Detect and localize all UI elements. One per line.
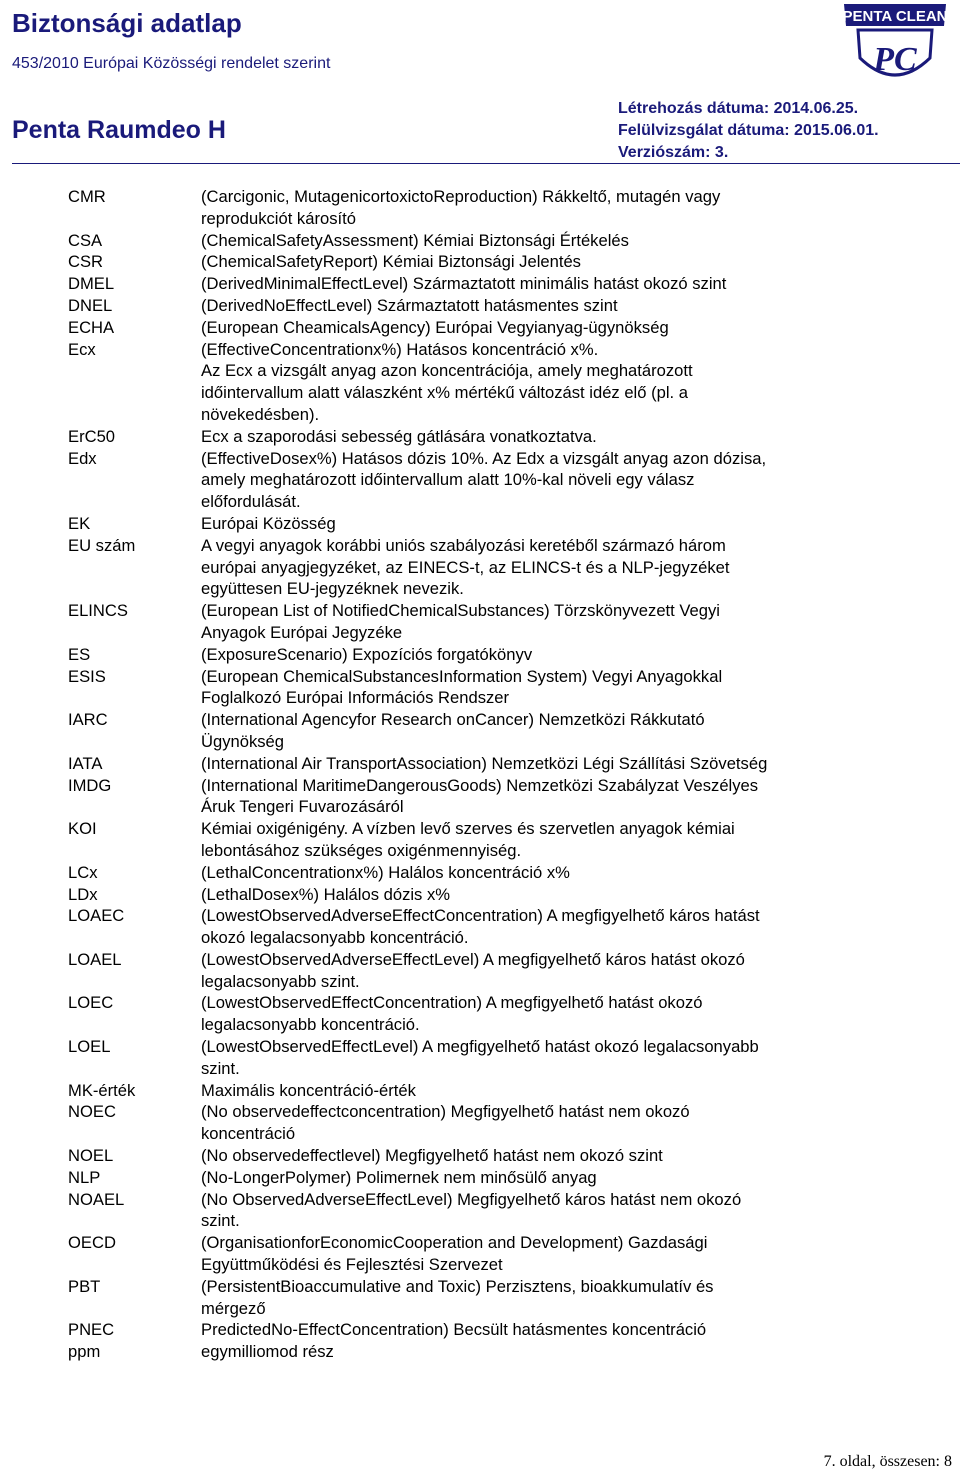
definition-line: európai anyagjegyzéket, az EINECS-t, az ELINCS-t és a NLP-jegyzéket (201, 557, 730, 577)
abbreviation-term: PBT (68, 1276, 101, 1296)
abbreviation-definition (201, 709, 948, 753)
abbreviation-term: OECD (68, 1233, 116, 1253)
abbreviation-definition (201, 339, 948, 426)
definition-line: Áruk Tengeri Fuvarozásáról (201, 797, 404, 817)
abbreviation-row (68, 1167, 948, 1189)
abbreviation-definition (201, 513, 948, 535)
abbreviation-definition (201, 949, 948, 993)
abbreviation-term: IATA (68, 753, 103, 773)
definition-line: előfordulását. (201, 492, 301, 512)
abbreviation-definition (201, 1276, 948, 1320)
definition-line: (LowestObservedAdverseEffectConcentration) A megfigyelhető káros hatást (201, 906, 760, 926)
definition-line: egymilliomod rész (201, 1342, 334, 1362)
definition-line: PredictedNo-EffectConcentration) Becsült hatásmentes koncentráció (201, 1320, 707, 1340)
abbreviation-term: CSR (68, 252, 104, 272)
definition-line: (LowestObservedEffectConcentration) A megfigyelhető hatást okozó (201, 993, 703, 1013)
definition-line: mérgező (201, 1298, 266, 1318)
abbreviation-term: NOEC (68, 1102, 116, 1122)
abbreviation-definition (201, 251, 948, 273)
header-divider (12, 163, 960, 164)
definition-line: (International MaritimeDangerousGoods) Nemzetközi Szabályzat Veszélyes (201, 775, 759, 795)
abbreviation-row (68, 666, 948, 710)
abbreviation-term: LOEC (68, 993, 114, 1013)
definition-line: amely meghatározott időintervallum alatt 10%-kal növeli egy válasz (201, 470, 695, 490)
definition-line: (LethalDosex%) Halálos dózis x% (201, 884, 451, 904)
abbreviation-term: ESIS (68, 666, 106, 686)
abbreviation-row (68, 775, 948, 819)
abbreviation-term: EK (68, 513, 91, 533)
logo-wordmark: PENTA CLEAN (842, 8, 948, 25)
definition-line: A vegyi anyagok korábbi uniós szabályozási keretéből származó három (201, 535, 726, 555)
abbreviation-definition (201, 1036, 948, 1080)
document-dates (618, 98, 879, 164)
abbreviation-list (68, 186, 948, 1363)
abbreviation-row (68, 644, 948, 666)
definition-line: (EffectiveDosex%) Hatásos dózis 10%. Az Edx a vizsgált anyag azon dózisa, (201, 448, 767, 468)
abbreviation-definition (201, 273, 948, 295)
abbreviation-term: CMR (68, 187, 106, 206)
abbreviation-row (68, 753, 948, 775)
definition-line: (ChemicalSafetyAssessment) Kémiai Biztonsági Értékelés (201, 230, 629, 250)
abbreviation-row (68, 273, 948, 295)
abbreviation-row (68, 535, 948, 600)
abbreviation-row (68, 251, 948, 273)
abbreviation-definition (201, 448, 948, 513)
abbreviation-definition (201, 1341, 948, 1363)
definition-line: (No observedeffectlevel) Megfigyelhető hatást nem okozó szint (201, 1146, 663, 1166)
abbreviation-row (68, 992, 948, 1036)
definition-line: (No observedeffectconcentration) Megfigyelhető hatást nem okozó (201, 1102, 690, 1122)
abbreviation-definition (201, 775, 948, 819)
abbreviation-definition (201, 1167, 948, 1189)
definition-line: Kémiai oxigénigény. A vízben levő szerves és szervetlen anyagok kémiai (201, 819, 735, 839)
definition-line: Ügynökség (201, 731, 285, 751)
abbreviation-row (68, 317, 948, 339)
definition-line: Anyagok Európai Jegyzéke (201, 622, 403, 642)
abbreviation-term: MK-érték (68, 1080, 136, 1100)
abbreviation-row (68, 1319, 948, 1341)
abbreviation-row (68, 448, 948, 513)
abbreviation-row (68, 862, 948, 884)
abbreviation-row (68, 1189, 948, 1233)
abbreviation-row (68, 600, 948, 644)
abbreviation-definition (201, 1232, 948, 1276)
definition-line: (International Agencyfor Research onCancer) Nemzetközi Rákkutató (201, 710, 705, 730)
definition-line: (OrganisationforEconomicCooperation and Development) Gazdasági (201, 1233, 708, 1253)
abbreviation-definition (201, 230, 948, 252)
abbreviation-definition (201, 992, 948, 1036)
definition-line: (No-LongerPolymer) Polimernek nem minősülő anyag (201, 1167, 597, 1187)
penta-clean-logo (840, 0, 950, 88)
abbreviation-term: KOI (68, 819, 97, 839)
definition-line: okozó legalacsonyabb koncentráció. (201, 928, 469, 948)
abbreviation-term: Edx (68, 448, 97, 468)
abbreviation-term: ppm (68, 1342, 101, 1362)
abbreviation-term: NLP (68, 1167, 101, 1187)
abbreviation-term: CSA (68, 230, 103, 250)
abbreviation-term: ErC50 (68, 426, 116, 446)
abbreviation-term: EU szám (68, 535, 136, 555)
definition-line: (DerivedNoEffectLevel) Származtatott hatásmentes szint (201, 295, 618, 315)
abbreviation-term: LOAEL (68, 949, 122, 969)
abbreviation-term: IARC (68, 710, 108, 730)
abbreviation-row (68, 905, 948, 949)
definition-line: (International Air TransportAssociation) Nemzetközi Légi Szállítási Szövetség (201, 753, 768, 773)
abbreviation-row (68, 1101, 948, 1145)
abbreviation-term: DMEL (68, 274, 115, 294)
abbreviation-definition (201, 317, 948, 339)
abbreviation-row (68, 949, 948, 993)
abbreviation-row (68, 295, 948, 317)
abbreviation-definition (201, 884, 948, 906)
abbreviation-definition (201, 535, 948, 600)
abbreviation-term: NOEL (68, 1146, 114, 1166)
abbreviation-term: IMDG (68, 775, 112, 795)
definition-line: (European ChemicalSubstancesInformation System) Vegyi Anyagokkal (201, 666, 723, 686)
abbreviation-row (68, 1232, 948, 1276)
definition-line: (LowestObservedEffectLevel) A megfigyelhető hatást okozó legalacsonyabb (201, 1037, 759, 1057)
sheet-title: Biztonsági adatlap (12, 8, 242, 38)
definition-line: legalacsonyabb koncentráció. (201, 1015, 420, 1035)
definition-line: lebontásához szükséges oxigénmennyiség. (201, 840, 522, 860)
abbreviation-term: LOEL (68, 1037, 111, 1057)
definition-line: (EffectiveConcentrationx%) Hatásos koncentráció x%. (201, 339, 599, 359)
abbreviation-term: DNEL (68, 295, 113, 315)
product-name: Penta Raumdeo H (12, 116, 226, 144)
definition-line: reprodukciót károsító (201, 208, 356, 228)
abbreviation-definition (201, 295, 948, 317)
abbreviation-row (68, 186, 948, 230)
revision-date: Felülvizsgálat dátuma: 2015.06.01. (618, 122, 879, 139)
definition-line: (No ObservedAdverseEffectLevel) Megfigyelhető káros hatást nem okozó (201, 1189, 742, 1209)
abbreviation-definition (201, 426, 948, 448)
abbreviation-row (68, 426, 948, 448)
definition-line: (ExposureScenario) Expozíciós forgatókönyv (201, 644, 533, 664)
abbreviation-row (68, 818, 948, 862)
abbreviation-definition (201, 862, 948, 884)
definition-line: (DerivedMinimalEffectLevel) Származtatott minimális hatást okozó szint (201, 274, 727, 294)
abbreviation-term: ECHA (68, 317, 115, 337)
creation-date: Létrehozás dátuma: 2014.06.25. (618, 100, 859, 117)
abbreviation-term: ELINCS (68, 601, 128, 621)
abbreviation-row (68, 1276, 948, 1320)
definition-line: Az Ecx a vizsgált anyag azon koncentrációja, amely meghatározott (201, 361, 693, 381)
definition-line: (ChemicalSafetyReport) Kémiai Biztonsági Jelentés (201, 252, 581, 272)
version-number: Verziószám: 3. (618, 144, 729, 161)
abbreviation-definition (201, 818, 948, 862)
abbreviation-row (68, 709, 948, 753)
abbreviation-term: LCx (68, 862, 98, 882)
abbreviation-definition (201, 1319, 948, 1341)
abbreviation-term: PNEC (68, 1320, 115, 1340)
abbreviation-row (68, 1036, 948, 1080)
definition-line: Ecx a szaporodási sebesség gátlására vonatkoztatva. (201, 426, 597, 446)
definition-line: szint. (201, 1058, 240, 1078)
abbreviation-row (68, 1080, 948, 1102)
abbreviation-term: Ecx (68, 339, 96, 359)
abbreviation-definition (201, 186, 948, 230)
abbreviation-definition (201, 753, 948, 775)
definition-line: Maximális koncentráció-érték (201, 1080, 416, 1100)
abbreviation-term: LOAEC (68, 906, 125, 926)
definition-line: (LethalConcentrationx%) Halálos koncentráció x% (201, 862, 570, 882)
definition-line: legalacsonyabb szint. (201, 971, 360, 991)
abbreviation-definition (201, 905, 948, 949)
document-header (0, 0, 960, 165)
abbreviation-term: LDx (68, 884, 98, 904)
abbreviation-row (68, 513, 948, 535)
abbreviation-definition (201, 1080, 948, 1102)
logo-monogram: PC (873, 41, 917, 78)
abbreviation-row (68, 339, 948, 426)
definition-line: növekedésben). (201, 404, 320, 424)
abbreviation-row (68, 1341, 948, 1363)
definition-line: (European List of NotifiedChemicalSubstances) Törzskönyvezett Vegyi (201, 601, 720, 621)
definition-line: (Carcigonic, MutagenicortoxictoReproduction) Rákkeltő, mutagén vagy (201, 187, 721, 206)
definition-line: Foglalkozó Európai Információs Rendszer (201, 688, 510, 708)
definition-line: Európai Közösség (201, 513, 336, 533)
abbreviation-definition (201, 1145, 948, 1167)
page-number: 7. oldal, összesen: 8 (823, 1453, 952, 1470)
abbreviation-row (68, 1145, 948, 1167)
abbreviation-row (68, 884, 948, 906)
abbreviation-definition (201, 1189, 948, 1233)
definition-line: Együttműködési és Fejlesztési Szervezet (201, 1255, 503, 1275)
definition-line: (LowestObservedAdverseEffectLevel) A megfigyelhető káros hatást okozó (201, 949, 745, 969)
definition-line: szint. (201, 1211, 240, 1231)
definition-line: együttesen EU-jegyzéknek nevezik. (201, 579, 464, 599)
definition-line: időintervallum alatt válaszként x% mértékű változást idéz elő (pl. a (201, 383, 688, 403)
abbreviation-definition (201, 666, 948, 710)
abbreviation-term: ES (68, 644, 91, 664)
abbreviation-term: NOAEL (68, 1189, 125, 1209)
definition-line: koncentráció (201, 1124, 296, 1144)
regulation-reference: 453/2010 Európai Közösségi rendelet szerint (12, 55, 331, 72)
abbreviation-definition (201, 644, 948, 666)
abbreviation-row (68, 230, 948, 252)
definition-line: (European CheamicalsAgency) Európai Vegyianyag-ügynökség (201, 317, 669, 337)
abbreviation-definition (201, 600, 948, 644)
definition-line: (PersistentBioaccumulative and Toxic) Perzisztens, bioakkumulatív és (201, 1276, 714, 1296)
abbreviation-definition (201, 1101, 948, 1145)
